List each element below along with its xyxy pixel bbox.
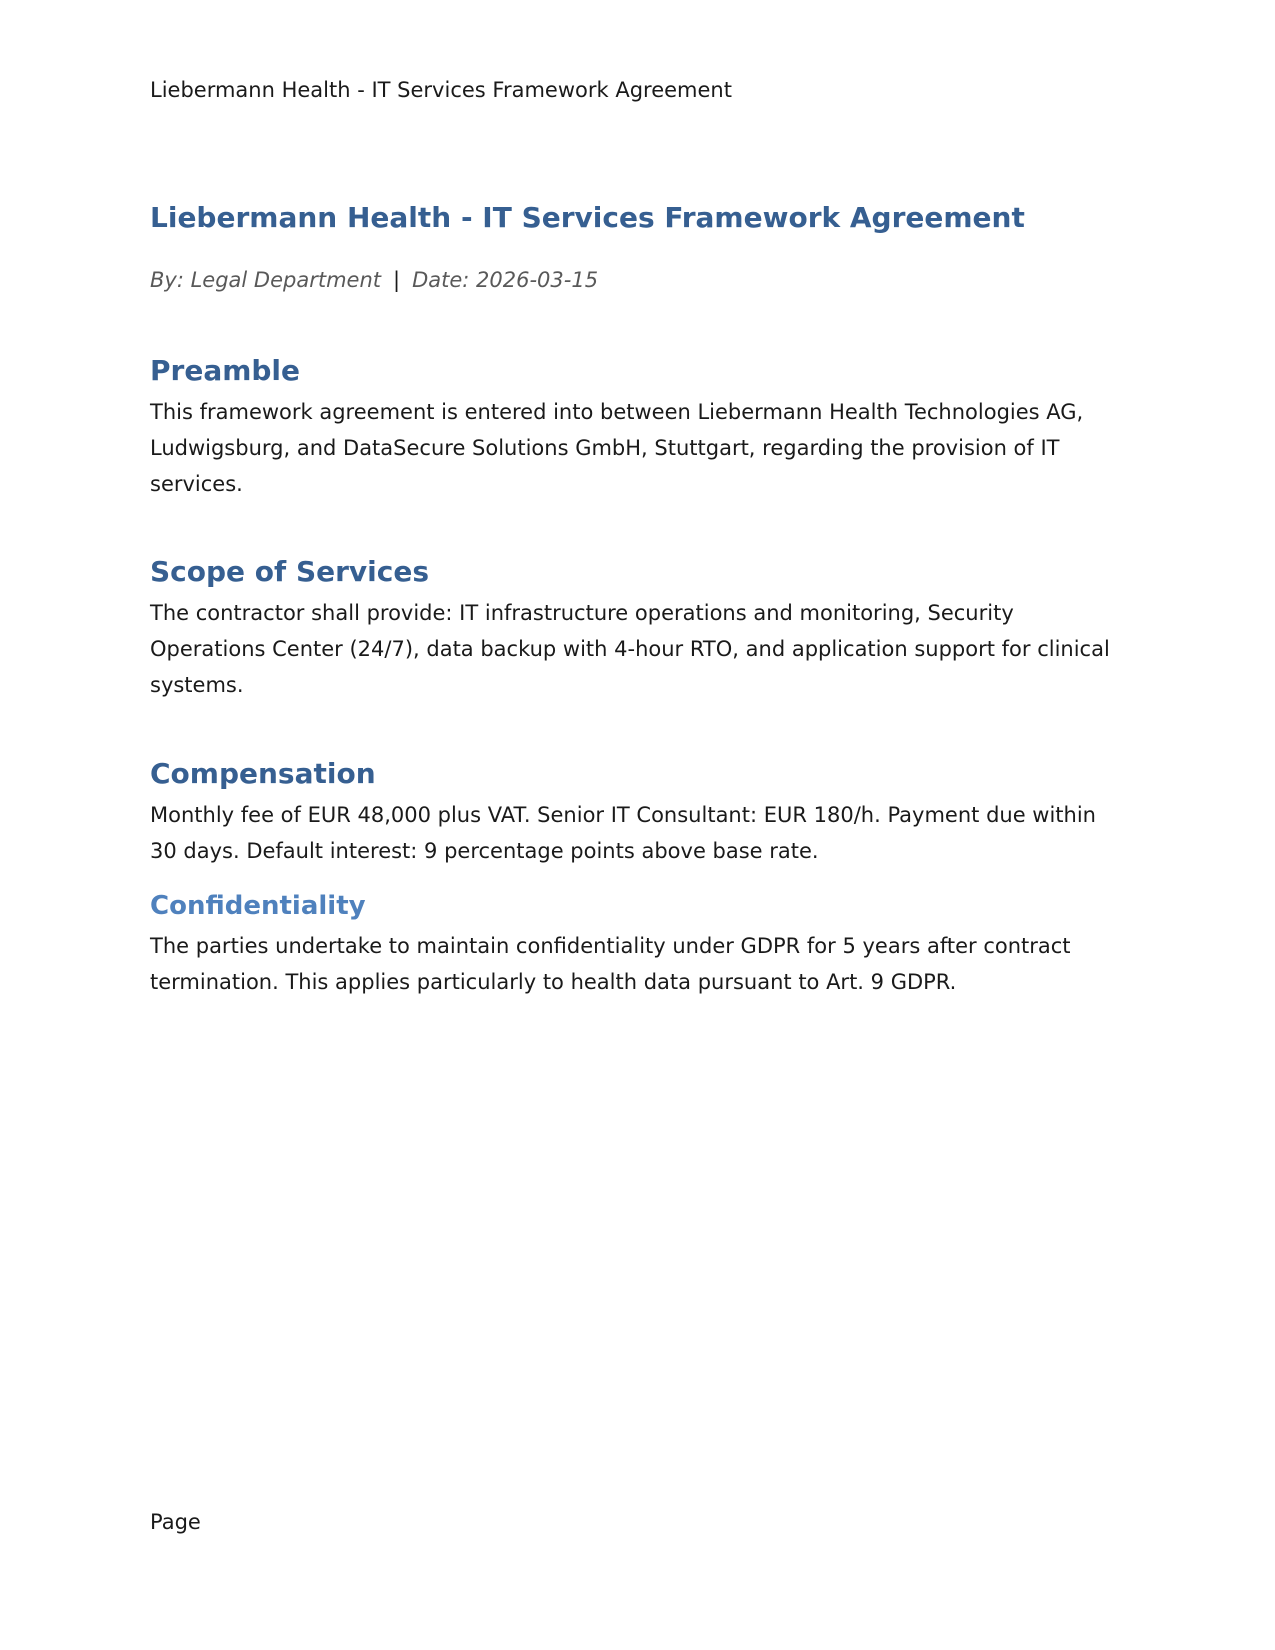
section-body-confidentiality: The parties undertake to maintain confidentiality under GDPR for 5 years after contract termination. This applies particularly to health data pursuant to Art. 9 GDPR. [150,934,1071,994]
section-body-preamble: This framework agreement is entered into between Liebermann Health Technologies AG, Ludwigsburg, and DataSecure Solutions GmbH, Stuttgart, regarding the provision of IT services. [150,400,1084,496]
section-heading-scope-of-services: Scope of Services [150,555,430,588]
section-compensation [150,755,1120,869]
section-body-scope-of-services: The contractor shall provide: IT infrastructure operations and monitoring, Security Operations Center (24/7), data backup with 4-hour RTO, and application support for clinical systems. [150,601,1110,697]
running-header: Liebermann Health - IT Services Framework Agreement [150,78,732,102]
document-title: Liebermann Health - IT Services Framework Agreement [150,201,1025,234]
section-scope-of-services [150,553,1120,703]
section-preamble [150,352,1120,502]
byline [150,266,598,294]
section-body-compensation: Monthly fee of EUR 48,000 plus VAT. Senior IT Consultant: EUR 180/h. Payment due within 30 days. Default interest: 9 percentage points above base rate. [150,803,1096,863]
running-footer-page-label: Page [150,1510,201,1534]
document-page [150,0,1130,1650]
section-heading-compensation: Compensation [150,757,376,790]
byline-date: Date: 2026-03-15 [412,268,599,292]
byline-author: By: Legal Department [150,268,381,292]
section-heading-preamble: Preamble [150,354,301,387]
byline-separator: | [393,268,401,292]
section-confidentiality [150,888,1120,1000]
section-heading-confidentiality: Confidentiality [150,891,366,921]
